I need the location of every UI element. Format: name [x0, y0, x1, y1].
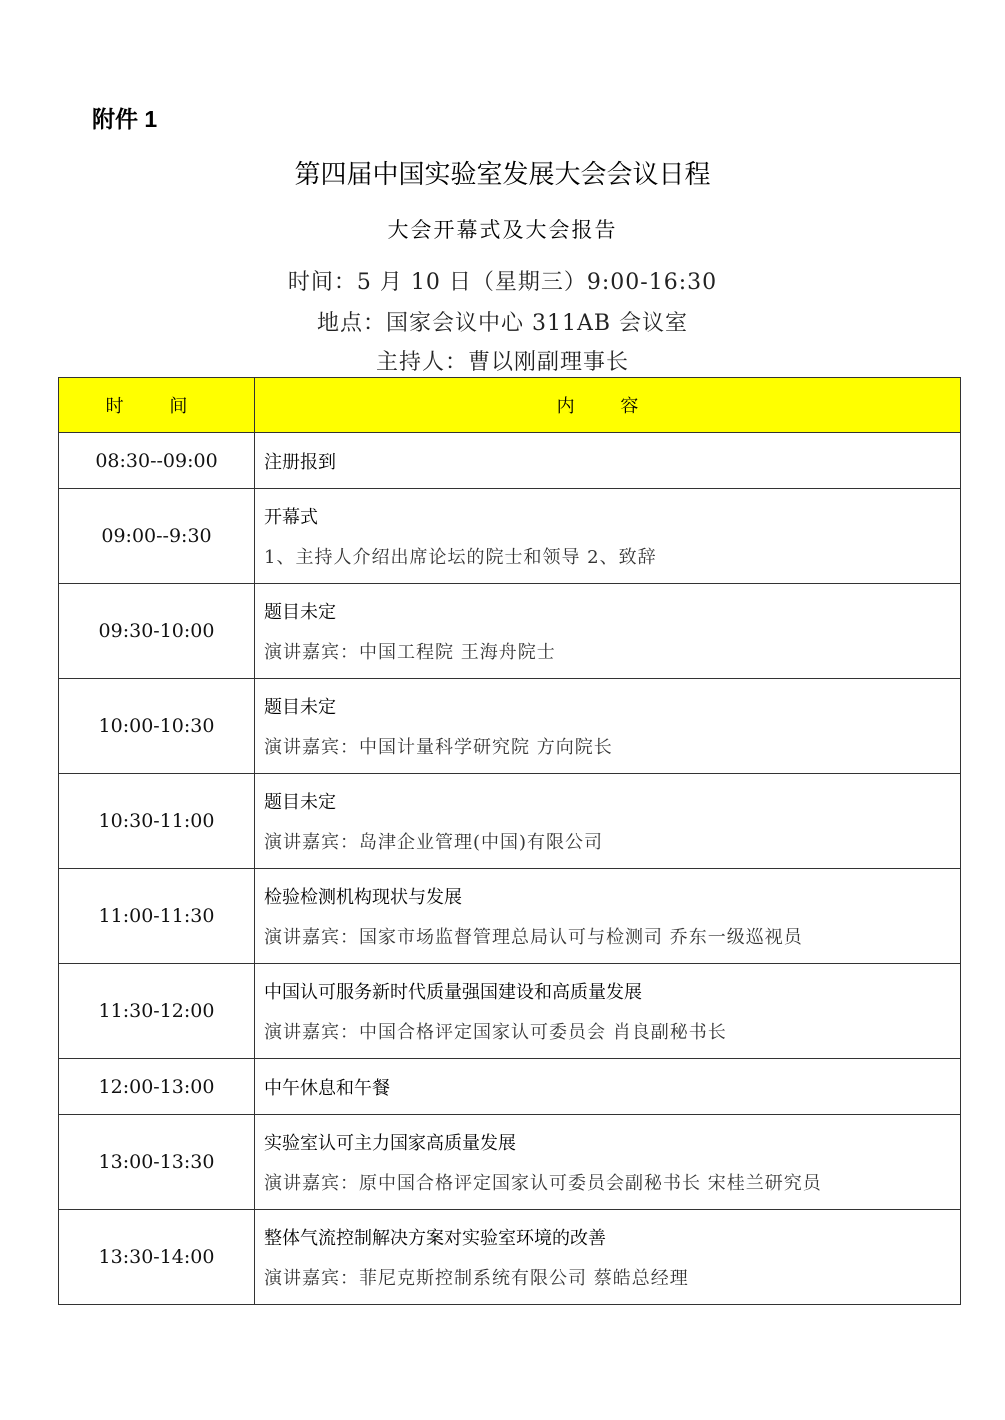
row-time: 09:30-10:00: [59, 584, 255, 679]
row-topic: 题目未定: [264, 792, 336, 813]
schedule-table: [58, 377, 961, 1305]
table-row: [59, 1210, 961, 1305]
table-row: [59, 774, 961, 869]
row-time: 08:30--09:00: [59, 433, 255, 489]
row-topic: 注册报到: [264, 451, 336, 473]
table-row: [59, 964, 961, 1059]
table-row: [59, 679, 961, 774]
row-content: [255, 774, 961, 869]
table-row: [59, 489, 961, 584]
document-subtitle: 大会开幕式及大会报告: [387, 218, 618, 242]
row-content: [255, 1059, 961, 1115]
table-row: [59, 869, 961, 964]
table-row: [59, 584, 961, 679]
row-detail: 演讲嘉宾：原中国合格评定国家认可委员会副秘书长 宋桂兰研究员: [264, 1173, 822, 1194]
row-time: 13:00-13:30: [59, 1115, 255, 1210]
row-detail: 演讲嘉宾：中国工程院 王海舟院士: [264, 642, 556, 663]
table-header-row: [59, 378, 961, 433]
row-topic: 中午休息和午餐: [264, 1077, 390, 1099]
table-row: [59, 1115, 961, 1210]
row-topic: 整体气流控制解决方案对实验室环境的改善: [264, 1228, 606, 1249]
row-detail: 演讲嘉宾：岛津企业管理(中国)有限公司: [264, 832, 604, 853]
table-row: [59, 1059, 961, 1115]
row-detail: 1、主持人介绍出席论坛的院士和领导 2、致辞: [264, 547, 657, 568]
header-time: 时 间: [59, 378, 255, 433]
row-time: 11:00-11:30: [59, 869, 255, 964]
row-topic: 题目未定: [264, 697, 336, 718]
row-detail: 演讲嘉宾：中国计量科学研究院 方向院长: [264, 737, 613, 758]
row-detail: 演讲嘉宾：中国合格评定国家认可委员会 肖良副秘书长: [264, 1022, 727, 1043]
row-topic: 检验检测机构现状与发展: [264, 887, 462, 908]
attachment-label: 附件 1: [92, 106, 158, 132]
row-topic: 实验室认可主力国家高质量发展: [264, 1133, 516, 1154]
event-venue: 地点：国家会议中心 311AB 会议室: [316, 311, 689, 336]
row-content: [255, 869, 961, 964]
row-time: 12:00-13:00: [59, 1059, 255, 1115]
row-time: 09:00--9:30: [59, 489, 255, 584]
row-detail: 演讲嘉宾：国家市场监督管理总局认可与检测司 乔东一级巡视员: [264, 927, 803, 948]
event-host: 主持人：曹以刚副理事长: [375, 350, 629, 375]
row-content: [255, 584, 961, 679]
row-content: [255, 964, 961, 1059]
header-content: 内 容: [255, 378, 961, 433]
row-topic: 中国认可服务新时代质量强国建设和高质量发展: [264, 982, 642, 1003]
row-time: 10:30-11:00: [59, 774, 255, 869]
event-time: 时间：5 月 10 日（星期三）9:00-16:30: [287, 270, 718, 295]
row-content: [255, 1210, 961, 1305]
row-topic: 开幕式: [264, 507, 318, 528]
row-content: [255, 679, 961, 774]
document-title: 第四届中国实验室发展大会会议日程: [294, 160, 711, 190]
row-detail: 演讲嘉宾：菲尼克斯控制系统有限公司 蔡皓总经理: [264, 1268, 689, 1289]
row-time: 13:30-14:00: [59, 1210, 255, 1305]
row-topic: 题目未定: [264, 602, 336, 623]
table-row: [59, 433, 961, 489]
row-content: [255, 1115, 961, 1210]
row-time: 11:30-12:00: [59, 964, 255, 1059]
row-time: 10:00-10:30: [59, 679, 255, 774]
row-content: [255, 433, 961, 489]
row-content: [255, 489, 961, 584]
